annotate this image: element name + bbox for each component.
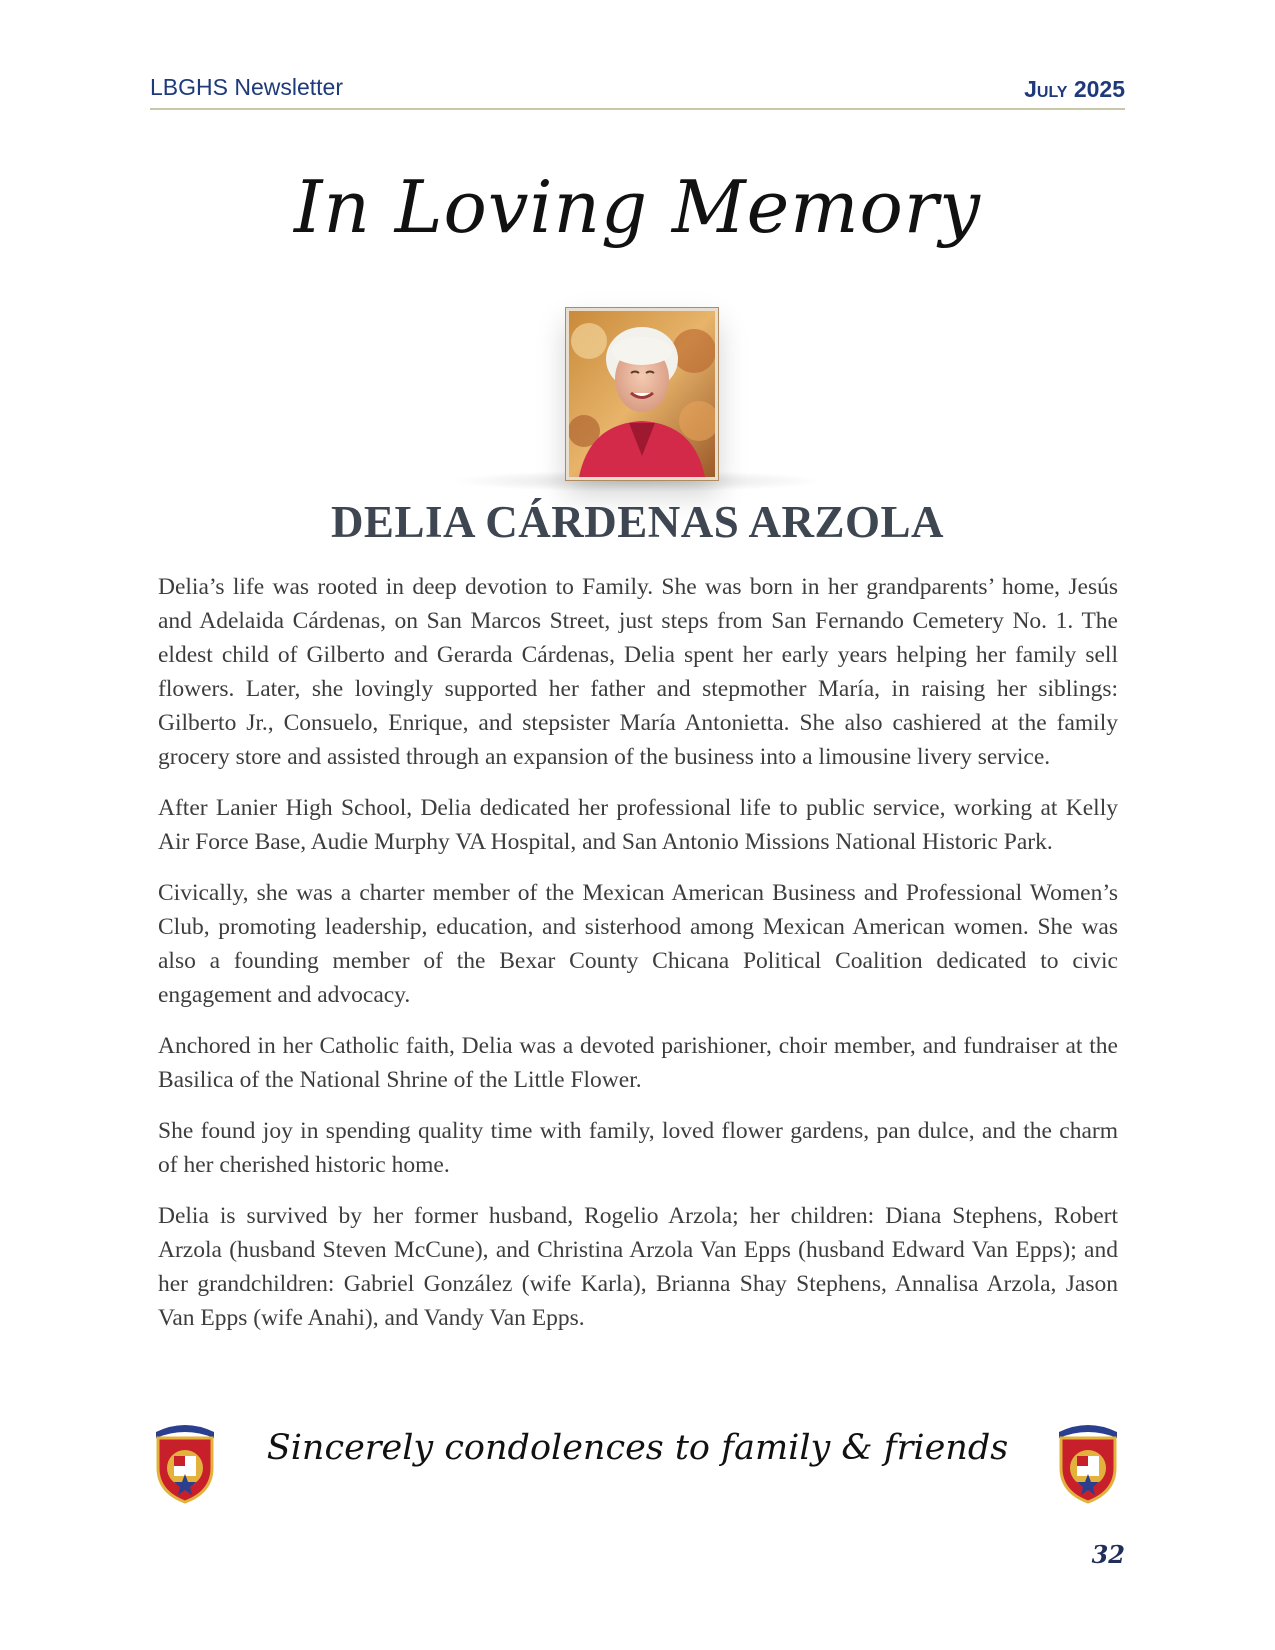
los-bexarenos-crest-icon xyxy=(1053,1418,1123,1504)
obituary-paragraph: She found joy in spending quality time with family, loved flower gardens, pan dulce, and the charm of her cherished historic home. xyxy=(158,1118,1118,1178)
deceased-name: DELIA CÁRDENAS ARZOLA xyxy=(330,497,945,547)
obituary-paragraph: Delia is survived by her former husband, Rogelio Arzola; her children: Diana Stephens, Robert Arzola (husband Steven McCune), and Christina Arzola Van Epps (husband Edward Van Epps); and her grandchildren: Gabriel González (wife Karla), Brianna Shay Stephens, Annalisa Arzola, Jason Van Epps (wife Anahi), and Vandy Van Epps. xyxy=(158,1203,1118,1331)
publication-title: LBGHS Newsletter xyxy=(150,74,344,100)
page-number: 32 xyxy=(1091,1540,1125,1569)
obituary-paragraph: Anchored in her Catholic faith, Delia was a devoted parishioner, choir member, and fundraiser at the Basilica of the National Shrine of the Little Flower. xyxy=(158,1033,1118,1093)
condolences-message: Sincerely condolences to family & friends xyxy=(266,1428,1009,1468)
memorial-heading: In Loving Memory xyxy=(294,165,981,249)
obituary-paragraph: After Lanier High School, Delia dedicated her professional life to public service, working at Kelly Air Force Base, Audie Murphy VA Hospital, and San Antonio Missions National Historic Park. xyxy=(158,795,1118,855)
portrait-photo xyxy=(566,308,718,480)
portrait-photo-image xyxy=(569,311,715,477)
issue-date: July 2025 xyxy=(1024,76,1125,102)
obituary-paragraph: Delia’s life was rooted in deep devotion to Family. She was born in her grandparents’ home, Jesús and Adelaida Cárdenas, on San Marcos Street, just steps from San Fernando Cemetery No. 1. The eldest child of Gilberto and Gerarda Cárdenas, Delia spent her early years helping her family sell flowers. Later, she lovingly supported her father and stepmother María, in raising her siblings: Gilberto Jr., Consuelo, Enrique, and stepsister María Antonietta. She also cashiered at the family grocery store and assisted through an expansion of the business into a limousine livery service. xyxy=(158,574,1118,770)
newsletter-header xyxy=(150,70,1125,110)
obituary-body xyxy=(158,570,1118,1352)
obituary-paragraph: Civically, she was a charter member of the Mexican American Business and Professional Women’s Club, promoting leadership, education, and sisterhood among Mexican American women. She was also a founding member of the Bexar County Chicana Political Coalition dedicated to civic engagement and advocacy. xyxy=(158,880,1118,1008)
